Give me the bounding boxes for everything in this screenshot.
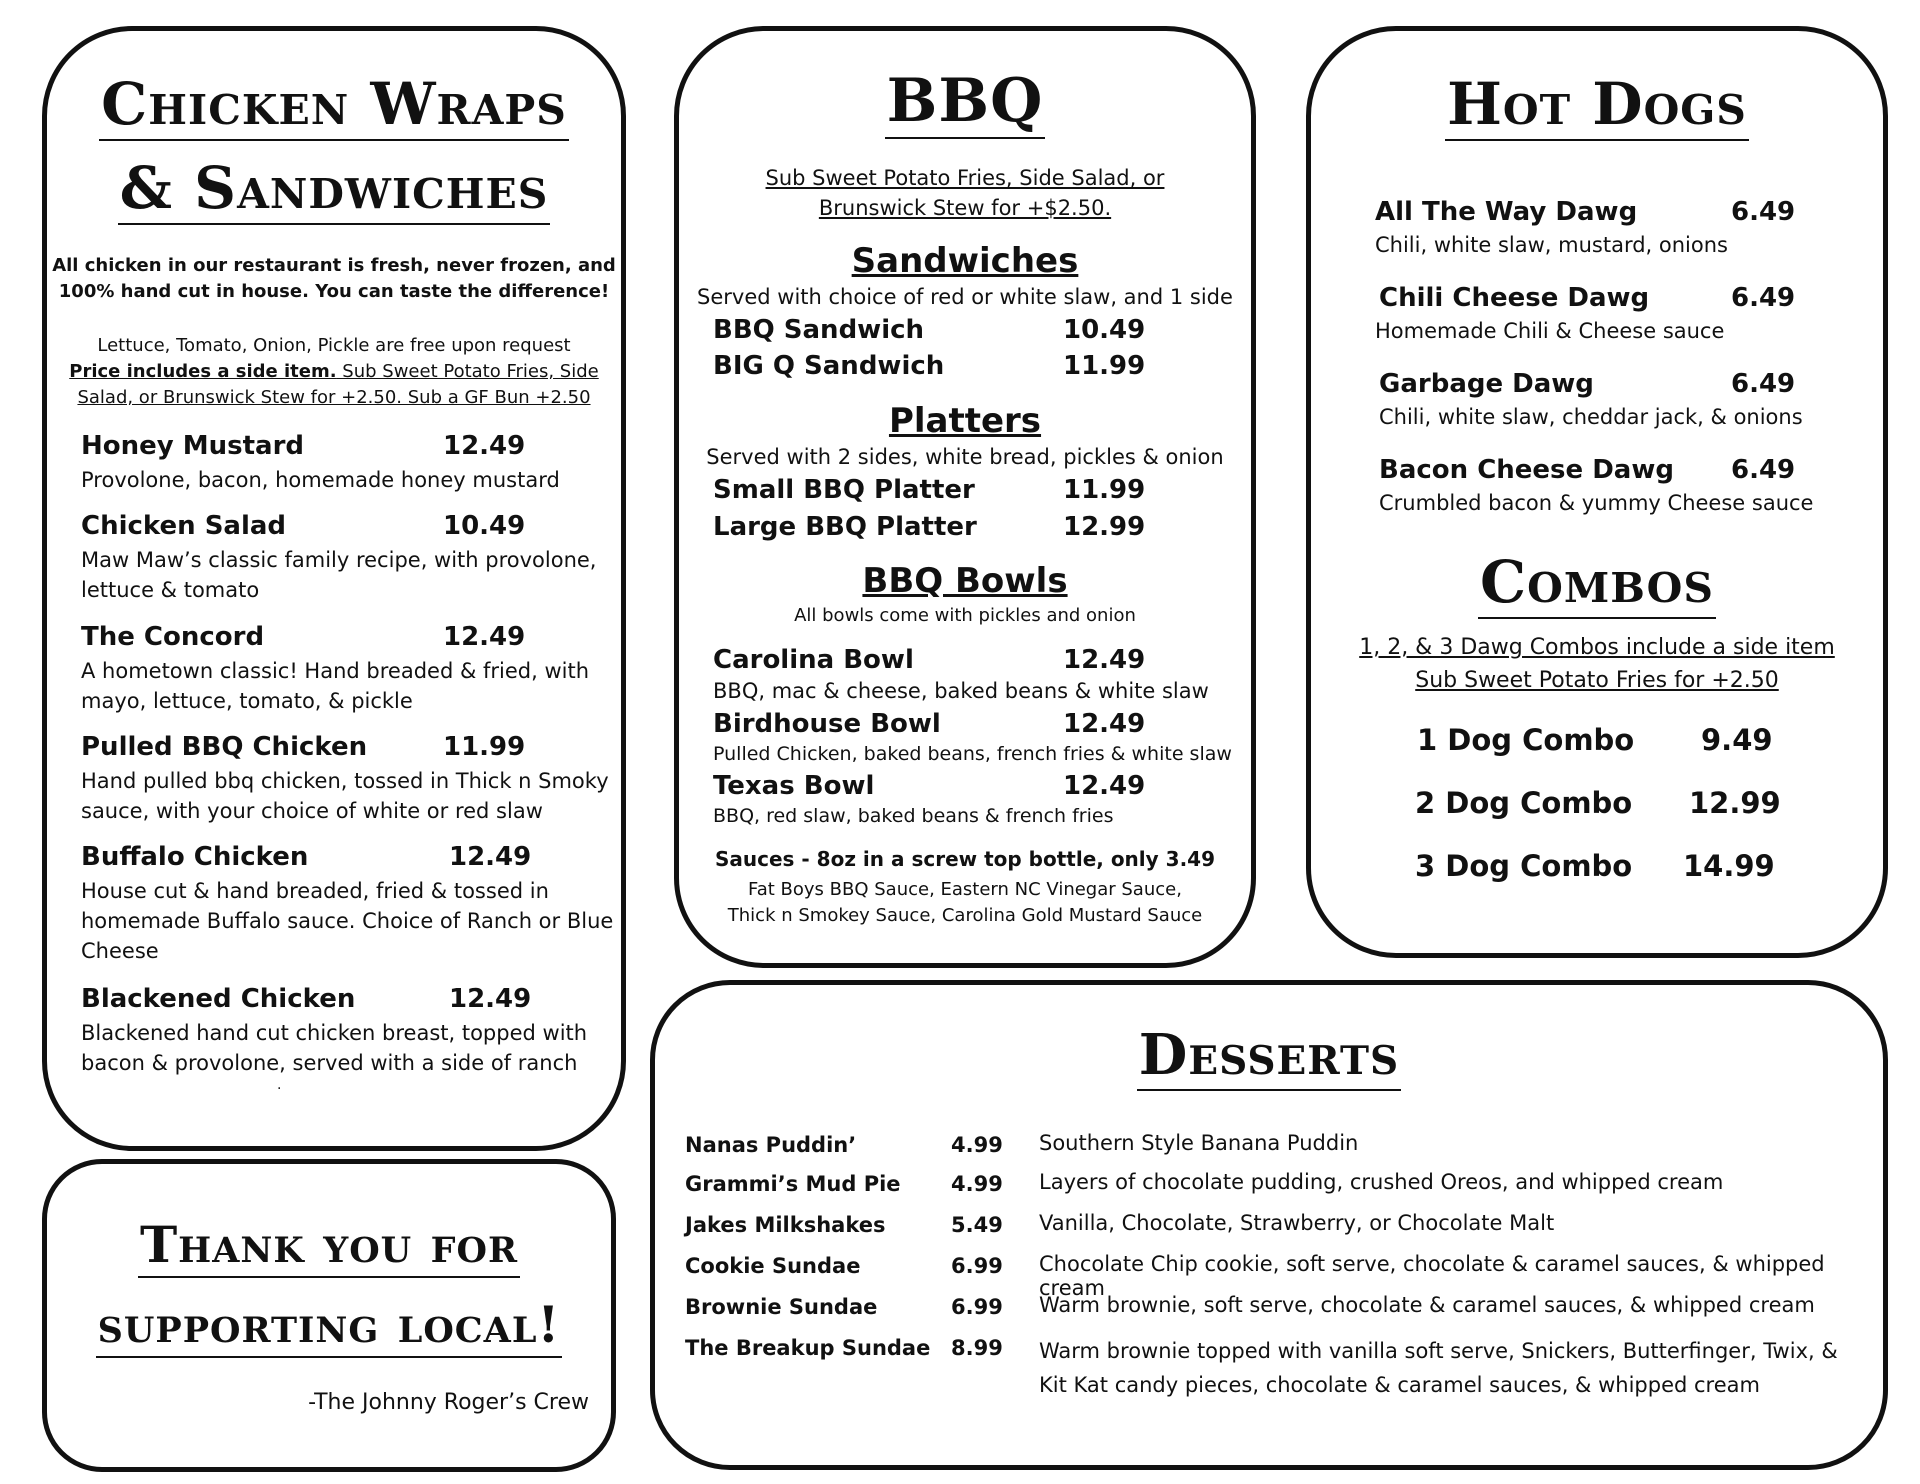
dessert-name: Brownie Sundae: [685, 1295, 878, 1319]
combo-name: 3 Dog Combo: [1415, 849, 1633, 883]
bbq-bowl-desc: Pulled Chicken, baked beans, french fries & white slaw: [713, 743, 1232, 765]
bbq-bowls-note: All bowls come with pickles and onion: [794, 605, 1136, 626]
dessert-desc: Layers of chocolate pudding, crushed Oreos, and whipped cream: [1039, 1170, 1724, 1194]
dessert-name: Nanas Puddin’: [685, 1133, 857, 1157]
bbq-sandwiches-heading: Sandwiches: [851, 241, 1079, 281]
dessert-desc: Warm brownie topped with vanilla soft serve, Snickers, Butterfinger, Twix, & Kit Kat candy pieces, chocolate & caramel sauces, & whipped cream: [1039, 1339, 1838, 1397]
combo-price: 9.49: [1701, 723, 1773, 757]
hotdog-item-name: Chili Cheese Dawg: [1379, 283, 1650, 313]
thank-you-line2: supporting local!: [47, 1300, 611, 1358]
bbq-item-price: 12.49: [1063, 771, 1146, 801]
combo-name: 1 Dog Combo: [1417, 723, 1635, 757]
chicken-item-desc: Blackened hand cut chicken breast, topped with bacon & provolone, served with a side of ranch .: [81, 1021, 588, 1093]
chicken-panel: [42, 26, 626, 1151]
signature: -The Johnny Roger’s Crew: [308, 1390, 589, 1415]
bbq-item-name: BIG Q Sandwich: [713, 351, 945, 381]
bbq-item-price: 11.99: [1063, 475, 1146, 505]
dessert-price: 8.99: [951, 1336, 1003, 1360]
bbq-title: BBQ: [679, 71, 1251, 139]
chicken-title-line2: & Sandwiches: [47, 159, 621, 225]
bbq-item-price: 12.49: [1063, 709, 1146, 739]
chicken-item-price: 12.49: [449, 842, 532, 872]
dessert-name: The Breakup Sundae: [685, 1336, 931, 1360]
chicken-item-name: Honey Mustard: [81, 431, 305, 461]
bbq-panel: [674, 26, 1256, 968]
dessert-name: Cookie Sundae: [685, 1254, 861, 1278]
chicken-item-name: Chicken Salad: [81, 511, 287, 541]
chicken-item-price: 12.49: [443, 622, 526, 652]
bbq-sandwiches-note: Served with choice of red or white slaw, and 1 side: [697, 285, 1233, 309]
hotdog-item-name: All The Way Dawg: [1375, 197, 1638, 227]
chicken-title-line1: Chicken Wraps: [47, 75, 621, 141]
desserts-title: Desserts: [655, 1027, 1883, 1091]
hotdog-item-price: 6.49: [1731, 369, 1796, 399]
dessert-price: 6.99: [951, 1295, 1003, 1319]
dessert-desc: Southern Style Banana Puddin: [1039, 1131, 1359, 1155]
hotdog-item-price: 6.49: [1731, 283, 1796, 313]
dessert-name: Jakes Milkshakes: [685, 1213, 886, 1237]
bbq-item-price: 12.99: [1063, 512, 1146, 542]
bbq-bowls-heading: BBQ Bowls: [862, 561, 1068, 601]
dessert-desc: Warm brownie, soft serve, chocolate & caramel sauces, & whipped cream: [1039, 1293, 1815, 1317]
chicken-item-desc: House cut & hand breaded, fried & tossed in homemade Buffalo sauce. Choice of Ranch or Blue Cheese: [81, 879, 614, 963]
chicken-intro: [47, 253, 621, 305]
hot-dogs-panel: [1306, 26, 1888, 958]
dessert-price: 6.99: [951, 1254, 1003, 1278]
chicken-item-price: 10.49: [443, 511, 526, 541]
hotdog-item-desc: Chili, white slaw, cheddar jack, & onions: [1379, 405, 1803, 429]
hotdog-item-price: 6.49: [1731, 197, 1796, 227]
hotdog-item-price: 6.49: [1731, 455, 1796, 485]
hotdog-item-desc: Crumbled bacon & yummy Cheese sauce: [1379, 491, 1814, 515]
combos-note: 1, 2, & 3 Dawg Combos include a side item Sub Sweet Potato Fries for +2.50: [1359, 635, 1835, 693]
bbq-item-price: 11.99: [1063, 351, 1146, 381]
combos-title: Combos: [1311, 553, 1883, 619]
bbq-item-name: Carolina Bowl: [713, 645, 914, 675]
chicken-note-line3: Salad, or Brunswick Stew for +2.50. Sub a GF Bun +2.50: [77, 387, 591, 408]
dessert-name: Grammi’s Mud Pie: [685, 1172, 901, 1196]
combo-name: 2 Dog Combo: [1415, 786, 1633, 820]
chicken-item-name: Pulled BBQ Chicken: [81, 732, 368, 762]
hotdog-item-desc: Chili, white slaw, mustard, onions: [1375, 233, 1728, 257]
bbq-sauces-title: Sauces - 8oz in a screw top bottle, only 3.49: [714, 847, 1215, 871]
hotdog-item-name: Garbage Dawg: [1379, 369, 1594, 399]
hotdog-item-desc: Homemade Chili & Cheese sauce: [1375, 319, 1725, 343]
combo-price: 12.99: [1689, 786, 1781, 820]
bbq-item-name: BBQ Sandwich: [713, 315, 925, 345]
bbq-bowl-desc: BBQ, mac & cheese, baked beans & white slaw: [713, 679, 1209, 703]
chicken-note-line2: [47, 359, 621, 385]
dessert-desc: Chocolate Chip cookie, soft serve, chocolate & caramel sauces, & whipped cream: [1039, 1252, 1825, 1300]
chicken-item-name: The Concord: [81, 622, 265, 652]
bbq-item-name: Large BBQ Platter: [713, 512, 977, 542]
bbq-item-price: 12.49: [1063, 645, 1146, 675]
bbq-platters-note: Served with 2 sides, white bread, pickles & onion: [706, 445, 1224, 469]
chicken-item-name: Buffalo Chicken: [81, 842, 309, 872]
chicken-item-desc: Provolone, bacon, homemade honey mustard: [81, 468, 560, 492]
chicken-intro-line1: All chicken in our restaurant is fresh, never frozen, and: [52, 255, 616, 276]
dessert-price: 4.99: [951, 1172, 1003, 1196]
dessert-price: 5.49: [951, 1213, 1003, 1237]
hot-dogs-title: Hot Dogs: [1311, 75, 1883, 141]
thank-you-panel: [42, 1159, 616, 1472]
desserts-panel: [650, 980, 1888, 1470]
chicken-item-name: Blackened Chicken: [81, 984, 356, 1014]
bbq-platters-heading: Platters: [888, 401, 1042, 441]
chicken-item-price: 12.49: [443, 431, 526, 461]
chicken-item-desc: Hand pulled bbq chicken, tossed in Thick n Smoky sauce, with your choice of white or red slaw: [81, 769, 609, 823]
dessert-price: 4.99: [951, 1133, 1003, 1157]
chicken-item-price: 12.49: [449, 984, 532, 1014]
bbq-item-name: Small BBQ Platter: [713, 475, 975, 505]
dessert-desc: Vanilla, Chocolate, Strawberry, or Chocolate Malt: [1039, 1211, 1555, 1235]
combo-price: 14.99: [1683, 849, 1775, 883]
chicken-item-price: 11.99: [443, 732, 526, 762]
chicken-note-rest: Sub Sweet Potato Fries, Side: [336, 361, 599, 382]
chicken-item-desc: A hometown classic! Hand breaded & fried, with mayo, lettuce, tomato, & pickle: [81, 659, 590, 713]
bbq-sauces-list: Fat Boys BBQ Sauce, Eastern NC Vinegar Sauce, Thick n Smokey Sauce, Carolina Gold Mustard Sauce: [727, 879, 1203, 926]
bbq-item-name: Texas Bowl: [713, 771, 875, 801]
thank-you-line1: Thank you for: [47, 1220, 611, 1278]
bbq-item-name: Birdhouse Bowl: [713, 709, 941, 739]
bbq-item-price: 10.49: [1063, 315, 1146, 345]
chicken-note-bold: Price includes a side item.: [69, 361, 337, 382]
chicken-intro-line2: 100% hand cut in house. You can taste the difference!: [58, 281, 610, 302]
bbq-sub-note: Sub Sweet Potato Fries, Side Salad, or Brunswick Stew for +$2.50.: [765, 166, 1165, 220]
hotdog-item-name: Bacon Cheese Dawg: [1379, 455, 1674, 485]
chicken-item-desc: Maw Maw’s classic family recipe, with provolone, lettuce & tomato: [81, 548, 597, 602]
chicken-note-line1: Lettuce, Tomato, Onion, Pickle are free upon request: [97, 335, 571, 356]
bbq-bowl-desc: BBQ, red slaw, baked beans & french fries: [713, 805, 1114, 827]
chicken-note: [47, 333, 621, 411]
